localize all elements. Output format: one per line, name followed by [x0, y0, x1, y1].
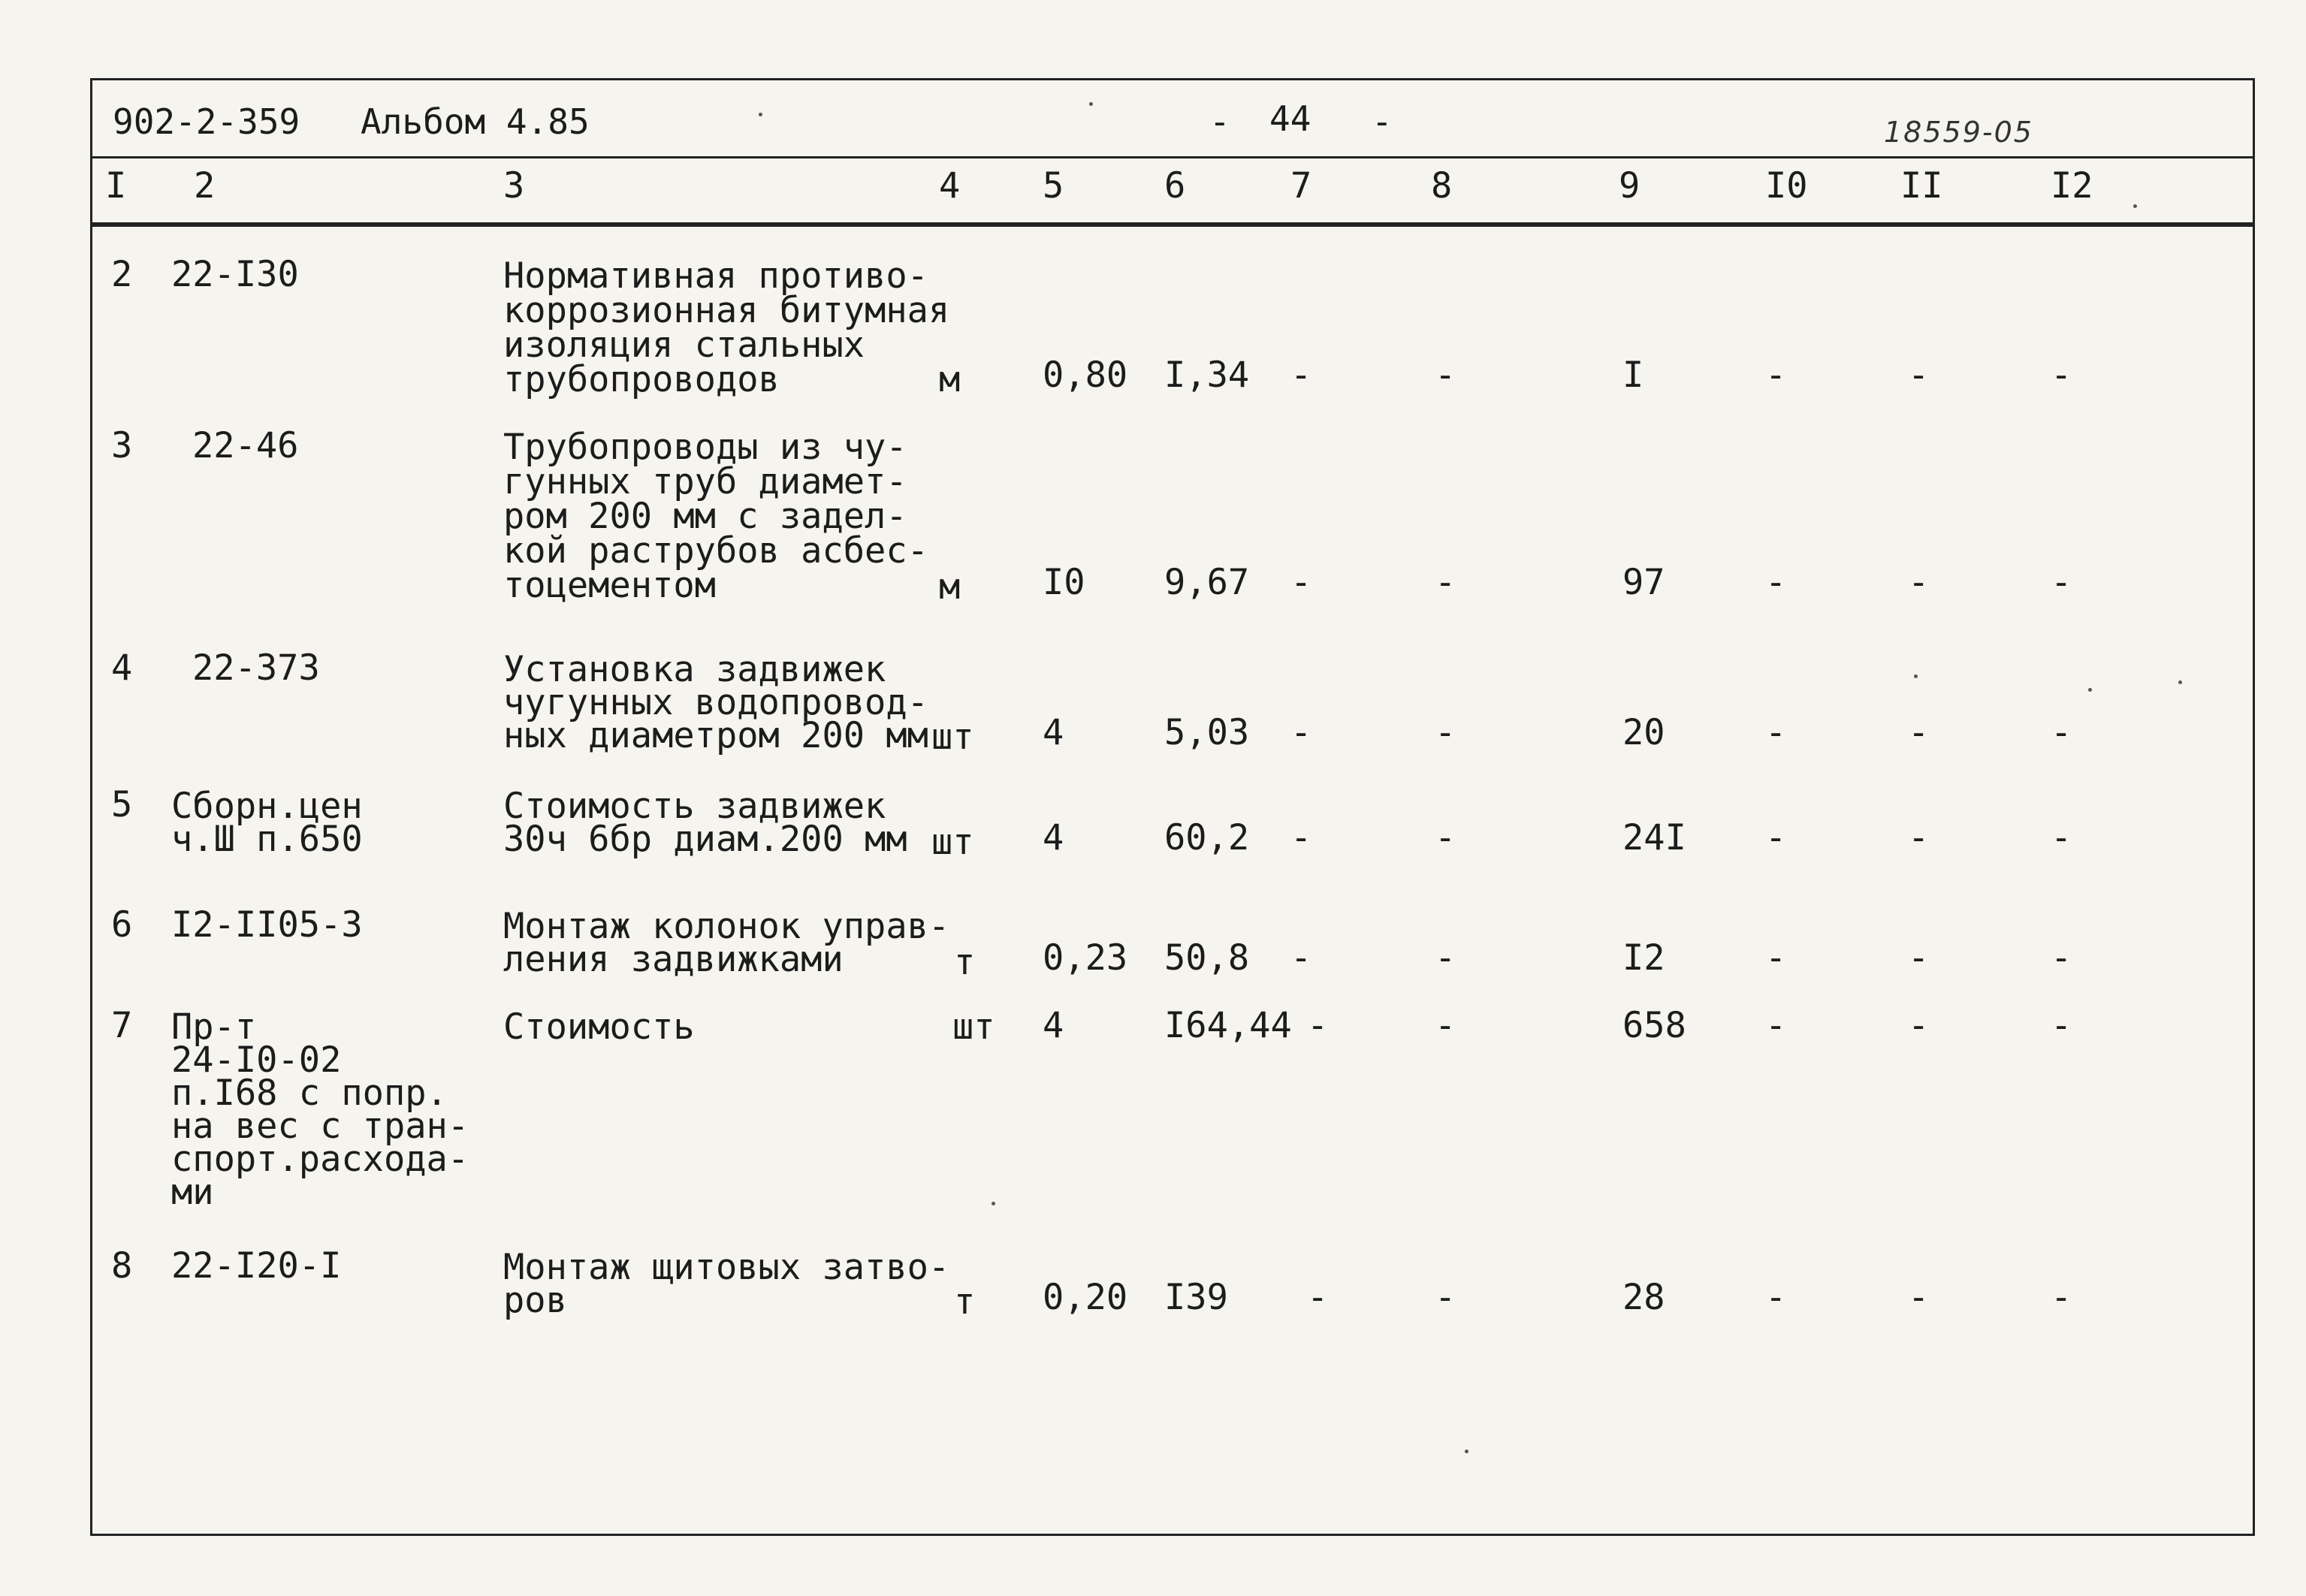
row-description-line: ров — [503, 1280, 567, 1321]
row-col10: - — [1765, 937, 1787, 979]
row-quantity: 0,20 — [1043, 1277, 1128, 1318]
col-header-5: 5 — [1043, 165, 1064, 207]
row-col8: - — [1435, 712, 1456, 753]
row-number: 6 — [111, 904, 133, 946]
col-header-2: 2 — [194, 165, 216, 207]
header-rule — [90, 156, 2255, 158]
row-code-line: ч.Ш п.650 — [171, 819, 363, 860]
row-col12: - — [2051, 817, 2072, 858]
row-col8: - — [1435, 817, 1456, 858]
row-quantity: 4 — [1043, 817, 1064, 858]
scan-speck — [1914, 674, 1918, 678]
row-description-line: ления задвижками — [503, 939, 844, 980]
row-col12: - — [2051, 1277, 2072, 1318]
row-description-line: изоляция стальных — [503, 324, 865, 366]
row-description-line: трубопроводов — [503, 359, 780, 400]
row-col9: I2 — [1622, 937, 1665, 979]
row-description-line: 30ч 6бр диам.200 мм — [503, 819, 907, 860]
row-description-line: тоцементом — [503, 565, 716, 606]
row-description-line: Монтаж щитовых затво- — [503, 1247, 950, 1288]
scan-speck — [2088, 688, 2092, 692]
row-price: I39 — [1164, 1277, 1228, 1318]
col-header-7: 7 — [1290, 165, 1312, 207]
row-number: 4 — [111, 647, 133, 689]
row-col9: 28 — [1622, 1277, 1665, 1318]
row-description-line: ром 200 мм с задел- — [503, 496, 907, 537]
col-header-10: I0 — [1765, 165, 1808, 207]
row-code-line: 24-I0-02 — [171, 1039, 342, 1081]
row-col11: - — [1908, 1277, 1930, 1318]
row-code-line: 22-46 — [192, 425, 299, 466]
scan-speck — [1465, 1450, 1468, 1453]
row-number: 7 — [111, 1005, 133, 1046]
row-quantity: I0 — [1043, 562, 1085, 603]
col-header-12: I2 — [2051, 165, 2093, 207]
col-header-4: 4 — [939, 165, 961, 207]
row-code-line: 22-I30 — [171, 254, 299, 295]
row-col12: - — [2051, 562, 2072, 603]
row-quantity: 4 — [1043, 712, 1064, 753]
row-description-line: ных диаметром 200 мм — [503, 715, 928, 756]
row-price: 9,67 — [1164, 562, 1250, 603]
row-col9: I — [1622, 354, 1644, 396]
col-header-3: 3 — [503, 165, 525, 207]
column-header-rule — [90, 222, 2255, 227]
row-unit: т — [954, 942, 976, 983]
row-col8: - — [1435, 1277, 1456, 1318]
row-description-line: Установка задвижек — [503, 649, 886, 690]
row-code-line: Пр-т — [171, 1006, 257, 1048]
col-header-9: 9 — [1619, 165, 1640, 207]
album-label: Альбом 4.85 — [361, 101, 590, 142]
row-number: 3 — [111, 425, 133, 466]
row-col7: - — [1307, 1277, 1329, 1318]
row-code-line: ми — [171, 1172, 214, 1213]
row-code-line: I2-II05-3 — [171, 904, 363, 946]
row-col10: - — [1765, 1005, 1787, 1046]
row-col7: - — [1307, 1005, 1329, 1046]
row-description-line: Монтаж колонок управ- — [503, 906, 950, 947]
row-col11: - — [1908, 937, 1930, 979]
row-number: 5 — [111, 784, 133, 825]
page-dash-left: - — [1209, 101, 1230, 142]
row-quantity: 4 — [1043, 1005, 1064, 1046]
row-col12: - — [2051, 712, 2072, 753]
row-col12: - — [2051, 1005, 2072, 1046]
row-code-line: на вес с тран- — [171, 1106, 469, 1147]
row-col10: - — [1765, 562, 1787, 603]
col-header-8: 8 — [1431, 165, 1453, 207]
row-description-line: Стоимость — [503, 1006, 695, 1048]
doc-code: 902-2-359 — [113, 101, 300, 142]
scan-speck — [2133, 204, 2137, 208]
scan-speck — [992, 1202, 995, 1205]
row-code-line: 22-373 — [192, 647, 320, 689]
scan-speck — [759, 113, 762, 116]
row-col7: - — [1290, 712, 1312, 753]
page-number: 44 — [1269, 98, 1311, 139]
row-code-line: спорт.расхода- — [171, 1139, 469, 1180]
row-col11: - — [1908, 817, 1930, 858]
row-col8: - — [1435, 1005, 1456, 1046]
scan-speck — [1089, 102, 1093, 106]
row-col8: - — [1435, 562, 1456, 603]
row-col10: - — [1765, 354, 1787, 396]
row-price: I64,44 — [1164, 1005, 1292, 1046]
row-col9: 24I — [1622, 817, 1686, 858]
col-header-1: I — [105, 165, 127, 207]
row-price: 50,8 — [1164, 937, 1250, 979]
row-code-line: Сборн.цен — [171, 786, 363, 827]
row-col11: - — [1908, 562, 1930, 603]
col-header-6: 6 — [1164, 165, 1186, 207]
row-unit: т — [954, 1281, 976, 1323]
row-col10: - — [1765, 712, 1787, 753]
row-col11: - — [1908, 354, 1930, 396]
row-col10: - — [1765, 1277, 1787, 1318]
row-col12: - — [2051, 937, 2072, 979]
row-quantity: 0,80 — [1043, 354, 1128, 396]
row-code-line: 22-I20-I — [171, 1245, 342, 1287]
row-col9: 658 — [1622, 1005, 1686, 1046]
row-code-line: п.I68 с попр. — [171, 1073, 448, 1114]
page-dash-right: - — [1372, 101, 1393, 142]
row-col12: - — [2051, 354, 2072, 396]
row-col10: - — [1765, 817, 1787, 858]
col-header-11: II — [1900, 165, 1943, 207]
row-description-line: кой раструбов асбес- — [503, 530, 928, 572]
row-unit: м — [939, 359, 961, 400]
row-col11: - — [1908, 1005, 1930, 1046]
row-col7: - — [1290, 562, 1312, 603]
row-description-line: Нормативная противо- — [503, 255, 928, 297]
row-quantity: 0,23 — [1043, 937, 1128, 979]
row-description-line: гунных труб диамет- — [503, 461, 907, 502]
row-unit: м — [939, 566, 961, 608]
stamp-number: 18559-05 — [1884, 116, 2033, 149]
row-description-line: чугунных водопровод- — [503, 682, 928, 723]
row-number: 8 — [111, 1245, 133, 1287]
row-col7: - — [1290, 354, 1312, 396]
row-description-line: Стоимость задвижек — [503, 786, 886, 827]
row-col11: - — [1908, 712, 1930, 753]
scan-speck — [2178, 680, 2182, 684]
row-col9: 20 — [1622, 712, 1665, 753]
row-col7: - — [1290, 817, 1312, 858]
row-col9: 97 — [1622, 562, 1665, 603]
row-col8: - — [1435, 354, 1456, 396]
row-unit: шт — [931, 717, 974, 758]
row-col7: - — [1290, 937, 1312, 979]
row-price: 60,2 — [1164, 817, 1250, 858]
row-unit: шт — [952, 1006, 995, 1048]
row-number: 2 — [111, 254, 133, 295]
row-col8: - — [1435, 937, 1456, 979]
row-price: 5,03 — [1164, 712, 1250, 753]
row-unit: шт — [931, 822, 974, 863]
row-description-line: коррозионная битумная — [503, 290, 950, 331]
row-description-line: Трубопроводы из чу- — [503, 427, 907, 468]
row-price: I,34 — [1164, 354, 1250, 396]
